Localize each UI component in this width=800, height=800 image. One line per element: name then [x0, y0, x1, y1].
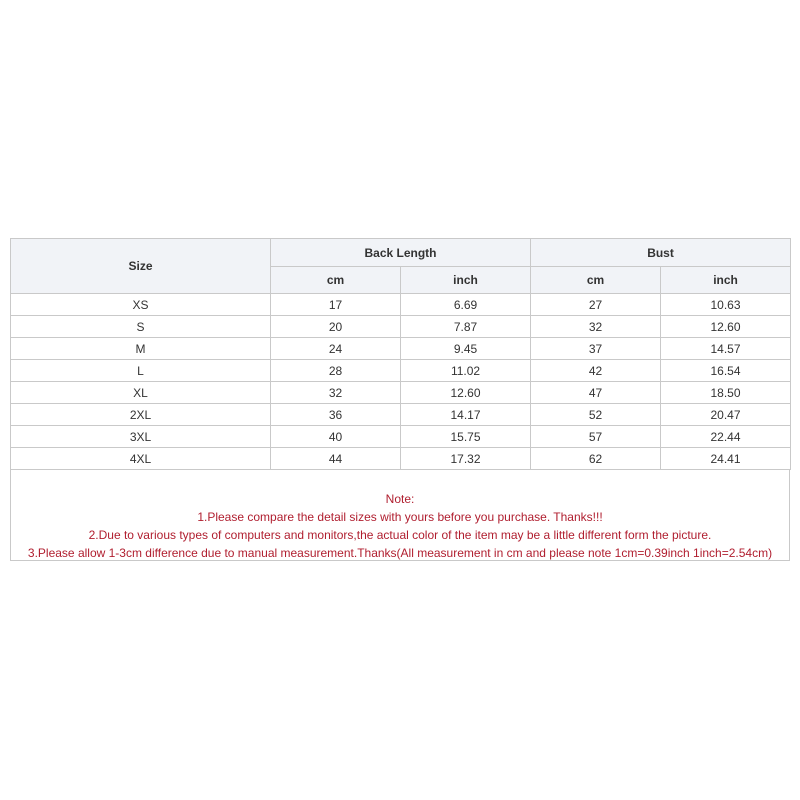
size-cell: M [11, 338, 271, 360]
table-row [11, 426, 791, 448]
back-cm-cell: 32 [271, 382, 401, 404]
notes-section [10, 470, 790, 561]
table-row [11, 404, 791, 426]
bust-inch-cell: 20.47 [661, 404, 791, 426]
table-row [11, 382, 791, 404]
bust-cm-cell: 47 [531, 382, 661, 404]
table-row [11, 338, 791, 360]
bust-cm-cell: 57 [531, 426, 661, 448]
table-header-row [11, 239, 791, 267]
size-chart [10, 238, 790, 561]
table-row [11, 316, 791, 338]
size-cell: 4XL [11, 448, 271, 470]
back-cm-cell: 44 [271, 448, 401, 470]
back-inch-cell: 7.87 [401, 316, 531, 338]
size-column-header: Size [11, 239, 271, 294]
back-length-header: Back Length [271, 239, 531, 267]
back-inch-cell: 17.32 [401, 448, 531, 470]
back-cm-cell: 20 [271, 316, 401, 338]
table-row [11, 448, 791, 470]
size-table [10, 238, 791, 470]
back-inch-cell: 9.45 [401, 338, 531, 360]
bust-inch-cell: 10.63 [661, 294, 791, 316]
bust-cm-cell: 52 [531, 404, 661, 426]
back-cm-cell: 36 [271, 404, 401, 426]
bust-cm-cell: 27 [531, 294, 661, 316]
size-cell: L [11, 360, 271, 382]
bust-cm-cell: 37 [531, 338, 661, 360]
back-inch-cell: 14.17 [401, 404, 531, 426]
back-cm-cell: 24 [271, 338, 401, 360]
back-cm-cell: 40 [271, 426, 401, 448]
bust-inch-cell: 16.54 [661, 360, 791, 382]
bust-cm-cell: 62 [531, 448, 661, 470]
bust-cm-header: cm [531, 267, 661, 294]
size-cell: XL [11, 382, 271, 404]
back-cm-cell: 28 [271, 360, 401, 382]
bust-inch-cell: 24.41 [661, 448, 791, 470]
notes-title: Note: [385, 492, 415, 506]
bust-cm-cell: 42 [531, 360, 661, 382]
back-inch-cell: 15.75 [401, 426, 531, 448]
bust-inch-cell: 22.44 [661, 426, 791, 448]
bust-inch-cell: 12.60 [661, 316, 791, 338]
size-cell: S [11, 316, 271, 338]
note-line-3: 3.Please allow 1-3cm difference due to manual measurement.Thanks(All measurement in cm and please note 1cm=0.39inch 1inch=2.54cm) [27, 546, 773, 560]
table-row [11, 360, 791, 382]
back-inch-cell: 12.60 [401, 382, 531, 404]
back-cm-header: cm [271, 267, 401, 294]
table-row [11, 294, 791, 316]
back-inch-cell: 11.02 [401, 360, 531, 382]
bust-inch-header: inch [661, 267, 791, 294]
back-cm-cell: 17 [271, 294, 401, 316]
bust-inch-cell: 14.57 [661, 338, 791, 360]
bust-cm-cell: 32 [531, 316, 661, 338]
note-line-1: 1.Please compare the detail sizes with yours before you purchase. Thanks!!! [197, 510, 603, 524]
size-cell: 2XL [11, 404, 271, 426]
back-inch-header: inch [401, 267, 531, 294]
size-cell: 3XL [11, 426, 271, 448]
size-cell: XS [11, 294, 271, 316]
note-line-2: 2.Due to various types of computers and monitors,the actual color of the item may be a little different form the picture. [88, 528, 712, 542]
bust-header: Bust [531, 239, 791, 267]
back-inch-cell: 6.69 [401, 294, 531, 316]
bust-inch-cell: 18.50 [661, 382, 791, 404]
